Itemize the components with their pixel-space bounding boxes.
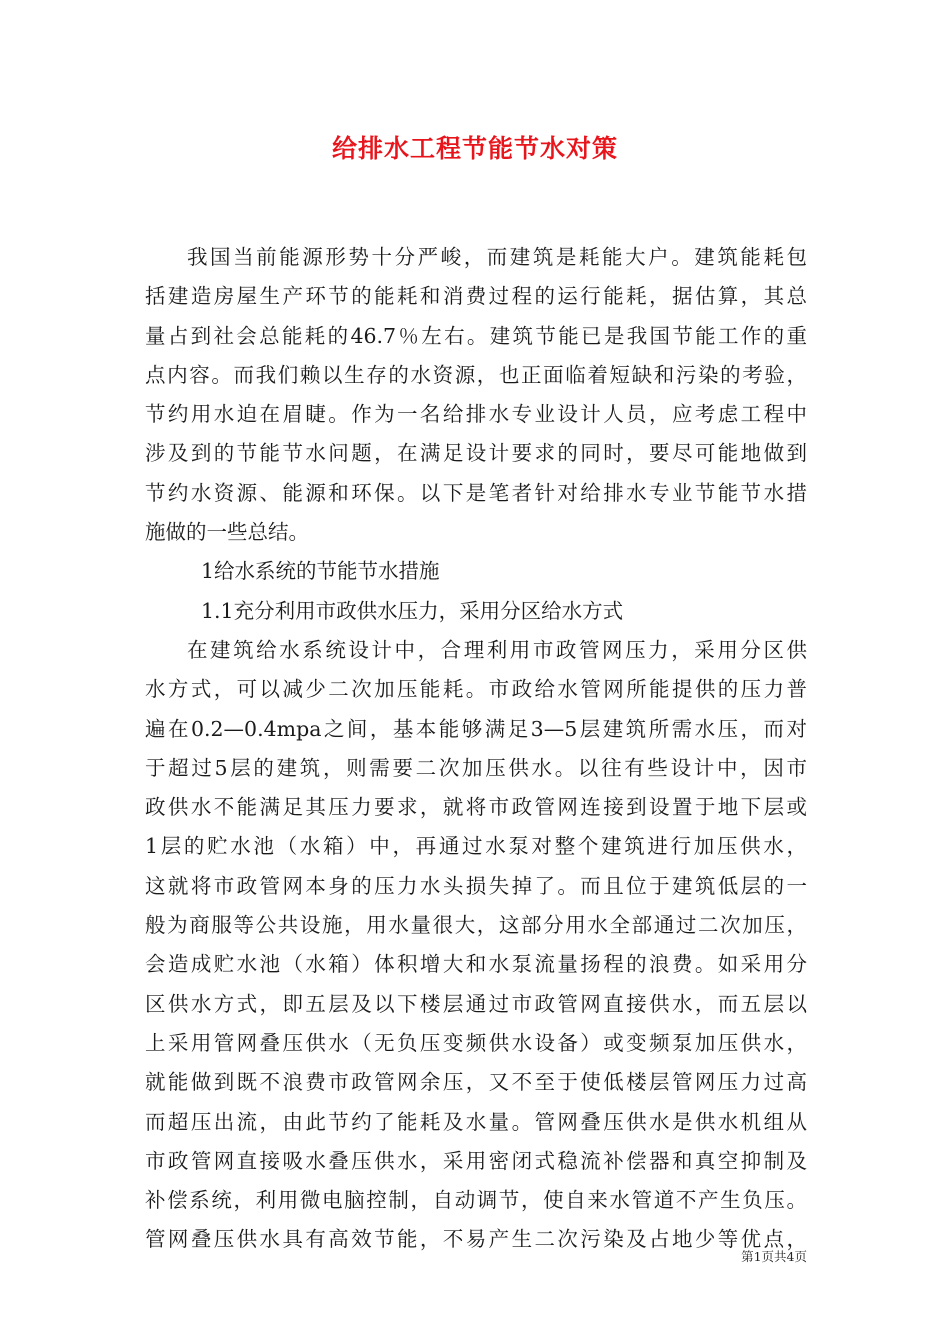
text-line: 涉及到的节能节水问题，在满足设计要求的同时，要尽可能地做到 xyxy=(145,441,807,466)
text-line: 会造成贮水池（水箱）体积增大和水泵流量扬程的浪费。如采用分 xyxy=(145,952,807,977)
subsection-heading: 1.1充分利用市政供水压力，采用分区给水方式 xyxy=(201,598,624,623)
text-line: 上采用管网叠压供水（无负压变频供水设备）或变频泵加压供水， xyxy=(145,1030,807,1055)
text-line: 1层的贮水池（水箱）中，再通过水泵对整个建筑进行加压供水， xyxy=(145,834,807,859)
section-heading: 1给水系统的节能节水措施 xyxy=(201,559,440,584)
document-title: 给排水工程节能节水对策 xyxy=(331,134,618,163)
text-line: 遍在0.2—0.4mpa之间，基本能够满足3—5层建筑所需水压，而对 xyxy=(145,716,807,741)
text-line: 般为商服等公共设施，用水量很大，这部分用水全部通过二次加压， xyxy=(145,913,807,938)
text-line: 我国当前能源形势十分严峻，而建筑是耗能大户。建筑能耗包 xyxy=(187,245,807,269)
text-line: 管网叠压供水具有高效节能，不易产生二次污染及占地少等优点， xyxy=(145,1227,807,1252)
text-line: 水方式，可以减少二次加压能耗。市政给水管网所能提供的压力普 xyxy=(145,677,807,702)
text-line: 市政管网直接吸水叠压供水，采用密闭式稳流补偿器和真空抑制及 xyxy=(145,1148,807,1173)
text-line: 政供水不能满足其压力要求，就将市政管网连接到设置于地下层或 xyxy=(145,795,807,820)
text-line: 补偿系统，利用微电脑控制，自动调节，使自来水管道不产生负压。 xyxy=(145,1188,807,1213)
text-line: 这就将市政管网本身的压力水头损失掉了。而且位于建筑低层的一 xyxy=(145,873,807,898)
text-line: 节约用水迫在眉睫。作为一名给排水专业设计人员，应考虑工程中 xyxy=(145,402,807,427)
text-line: 施做的一些总结。 xyxy=(145,520,309,545)
paragraph-zoned-supply xyxy=(145,631,807,1260)
text-line: 点内容。而我们赖以生存的水资源，也正面临着短缺和污染的考验， xyxy=(145,362,807,387)
text-line: 于超过5层的建筑，则需要二次加压供水。以往有些设计中，因市 xyxy=(145,755,807,780)
text-line: 括建造房屋生产环节的能耗和消费过程的运行能耗，据估算，其总 xyxy=(145,284,807,309)
paragraph-intro xyxy=(145,238,807,552)
text-line: 就能做到既不浪费市政管网余压，又不至于使低楼层管网压力过高 xyxy=(145,1070,807,1095)
text-line: 区供水方式，即五层及以下楼层通过市政管网直接供水，而五层以 xyxy=(145,991,807,1016)
text-line: 节约水资源、能源和环保。以下是笔者针对给排水专业节能节水措 xyxy=(145,480,807,505)
page-number-footer: 第1页共4页 xyxy=(741,1249,807,1264)
document-body xyxy=(145,238,807,1260)
text-line: 而超压出流，由此节约了能耗及水量。管网叠压供水是供水机组从 xyxy=(145,1109,807,1134)
text-line: 在建筑给水系统设计中，合理利用市政管网压力，采用分区供 xyxy=(187,637,807,662)
text-line: 量占到社会总能耗的46.7％左右。建筑节能已是我国节能工作的重 xyxy=(145,323,807,348)
